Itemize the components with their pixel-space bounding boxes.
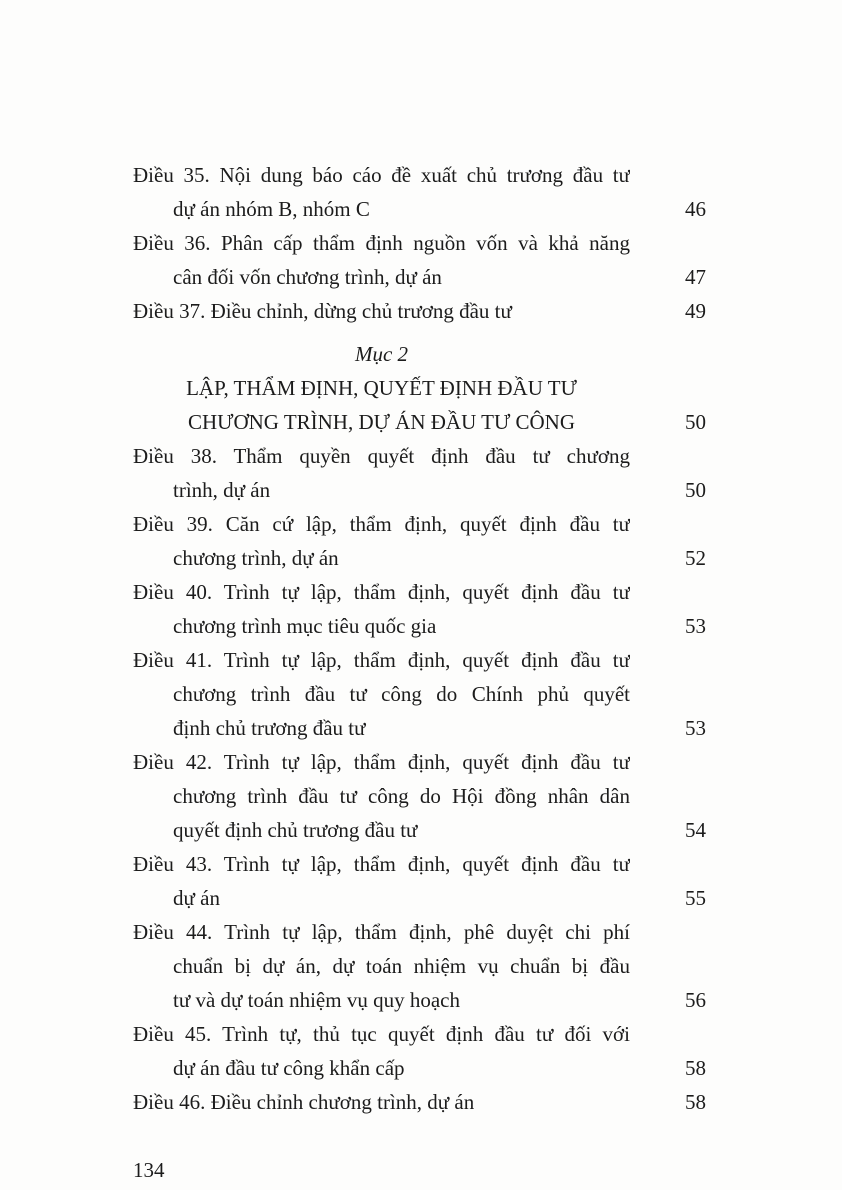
toc-entry xyxy=(133,294,706,328)
toc-entry-text: chương trình mục tiêu quốc gia xyxy=(173,614,437,638)
toc-entry-text: quyết định chủ trương đầu tư xyxy=(173,818,418,842)
toc-entry-line xyxy=(133,643,706,677)
toc-entry-text: Điều 43. Trình tự lập, thẩm định, quyết định đầu tư xyxy=(133,852,630,876)
toc-page-number: 50 xyxy=(685,478,706,502)
toc-entry-line xyxy=(133,1017,706,1051)
section-kicker xyxy=(133,337,706,371)
toc-entry xyxy=(133,847,706,915)
table-of-contents xyxy=(133,158,706,1187)
toc-entry xyxy=(133,915,706,1017)
toc-entry xyxy=(133,745,706,847)
section-title-text: LẬP, THẨM ĐỊNH, QUYẾT ĐỊNH ĐẦU TƯ xyxy=(186,376,577,400)
toc-entry-line xyxy=(133,609,706,643)
toc-entry-line xyxy=(133,779,706,813)
page-footer-number: 134 xyxy=(133,1158,165,1182)
toc-entry-text: chương trình, dự án xyxy=(173,546,339,570)
toc-page-number: 52 xyxy=(685,546,706,570)
toc-entry-text: tư và dự toán nhiệm vụ quy hoạch xyxy=(173,988,460,1012)
toc-page-number: 49 xyxy=(685,299,706,323)
toc-page-number: 58 xyxy=(685,1090,706,1114)
toc-entry-line xyxy=(133,192,706,226)
toc-entry-text: Điều 42. Trình tự lập, thẩm định, quyết định đầu tư xyxy=(133,750,630,774)
toc-entry-line xyxy=(133,294,706,328)
toc-entry-text: dự án nhóm B, nhóm C xyxy=(173,197,370,221)
toc-page-number: 53 xyxy=(685,716,706,740)
toc-entry xyxy=(133,575,706,643)
toc-entry-line xyxy=(133,1051,706,1085)
toc-entry xyxy=(133,158,706,226)
toc-entry-line xyxy=(133,507,706,541)
toc-entry-line xyxy=(133,949,706,983)
toc-entry-text: Điều 35. Nội dung báo cáo đề xuất chủ trương đầu tư xyxy=(133,163,630,187)
toc-entry-text: chương trình đầu tư công do Hội đồng nhân dân xyxy=(173,784,630,808)
toc-page-number: 54 xyxy=(685,818,706,842)
toc-entry xyxy=(133,1085,706,1119)
toc-entry-line xyxy=(133,439,706,473)
toc-entry xyxy=(133,226,706,294)
toc-entry-line xyxy=(133,260,706,294)
toc-entry-line xyxy=(133,575,706,609)
toc-entry-line xyxy=(133,1085,706,1119)
toc-entry xyxy=(133,507,706,575)
toc-entry-line xyxy=(133,881,706,915)
toc-page-number: 46 xyxy=(685,197,706,221)
toc-entry-text: Điều 44. Trình tự lập, thẩm định, phê duyệt chi phí xyxy=(133,920,630,944)
toc-entry-text: Điều 36. Phân cấp thẩm định nguồn vốn và khả năng xyxy=(133,231,630,255)
toc-entry-line xyxy=(133,813,706,847)
toc-entry-line xyxy=(133,677,706,711)
section-title-text: CHƯƠNG TRÌNH, DỰ ÁN ĐẦU TƯ CÔNG xyxy=(187,410,576,434)
section-title-line xyxy=(133,405,706,439)
toc-entry-text: Điều 45. Trình tự, thủ tục quyết định đầu tư đối với xyxy=(133,1022,630,1046)
toc-page-number: 58 xyxy=(685,1056,706,1080)
toc-entry-line xyxy=(133,473,706,507)
toc-entry-text: Điều 37. Điều chỉnh, dừng chủ trương đầu tư xyxy=(133,299,512,323)
page-footer xyxy=(133,1153,706,1187)
toc-entry-text: trình, dự án xyxy=(173,478,271,502)
toc-entry-line xyxy=(133,158,706,192)
toc-page-number: 55 xyxy=(685,886,706,910)
toc-page-number: 56 xyxy=(685,988,706,1012)
toc-page-number: 47 xyxy=(685,265,706,289)
toc-entry-text: Điều 40. Trình tự lập, thẩm định, quyết định đầu tư xyxy=(133,580,630,604)
toc-entry-line xyxy=(133,915,706,949)
toc-entry-line xyxy=(133,226,706,260)
toc-entry-text: Điều 41. Trình tự lập, thẩm định, quyết định đầu tư xyxy=(133,648,630,672)
section-heading xyxy=(133,337,706,439)
toc-entry-line xyxy=(133,983,706,1017)
toc-page-number: 53 xyxy=(685,614,706,638)
toc-entry-line xyxy=(133,711,706,745)
toc-entry-text: Điều 38. Thẩm quyền quyết định đầu tư chương xyxy=(133,444,630,468)
toc-entry xyxy=(133,643,706,745)
toc-page-number: 50 xyxy=(685,410,706,434)
toc-entry xyxy=(133,1017,706,1085)
toc-entry-text: Điều 39. Căn cứ lập, thẩm định, quyết định đầu tư xyxy=(133,512,630,536)
toc-entry-line xyxy=(133,745,706,779)
toc-entry-text: dự án xyxy=(173,886,220,910)
toc-entry-text: cân đối vốn chương trình, dự án xyxy=(173,265,442,289)
section-kicker-text: Mục 2 xyxy=(354,342,409,366)
section-title-line xyxy=(133,371,706,405)
toc-entry-text: Điều 46. Điều chỉnh chương trình, dự án xyxy=(133,1090,475,1114)
toc-entry-text: chương trình đầu tư công do Chính phủ quyết xyxy=(173,682,630,706)
toc-entry-text: dự án đầu tư công khẩn cấp xyxy=(173,1056,405,1080)
toc-entry-line xyxy=(133,847,706,881)
toc-entry-line xyxy=(133,541,706,575)
toc-entry xyxy=(133,439,706,507)
toc-entry-text: định chủ trương đầu tư xyxy=(173,716,366,740)
toc-entry-text: chuẩn bị dự án, dự toán nhiệm vụ chuẩn bị đầu xyxy=(173,954,630,978)
